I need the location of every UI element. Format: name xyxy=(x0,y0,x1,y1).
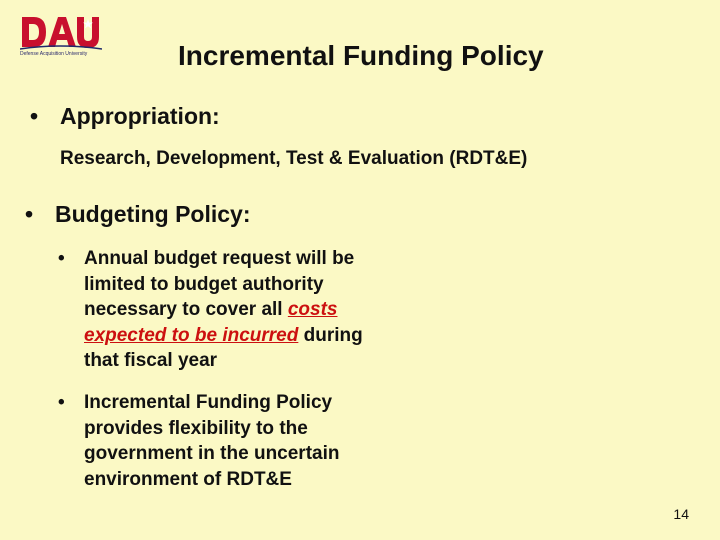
bullet-dot: • xyxy=(25,201,34,227)
sub2-line1: Incremental Funding Policy xyxy=(84,392,333,413)
highlight-costs: costs xyxy=(287,299,338,320)
sub-bullet-annual-budget xyxy=(58,246,363,374)
budgeting-policy-label: Budgeting Policy: xyxy=(55,201,251,227)
sub1-line3-text: necessary to cover all xyxy=(84,299,288,320)
appropriation-detail: Research, Development, Test & Evaluation (RDT&E) xyxy=(60,148,528,169)
page-number: 14 xyxy=(673,506,689,522)
dau-logo xyxy=(20,13,102,59)
sub2-line2: provides flexibility to the xyxy=(84,417,308,439)
appropriation-label: Appropriation: xyxy=(60,103,220,129)
sub1-line2: limited to budget authority xyxy=(84,273,324,295)
logo-subtext: Defense Acquisition University xyxy=(20,51,88,57)
sub-bullet-incremental-funding xyxy=(58,390,340,492)
bullet-appropriation xyxy=(30,103,220,130)
bullet-dot: • xyxy=(30,103,39,129)
dau-logo-mark xyxy=(20,13,102,51)
bullet-budgeting-policy xyxy=(25,201,251,228)
sub1-line5: that fiscal year xyxy=(84,350,218,371)
bullet-dot: • xyxy=(58,248,65,269)
sub1-line1: Annual budget request will be xyxy=(84,248,355,269)
sub1-line4-text: during xyxy=(298,324,363,346)
sub1-line3 xyxy=(84,297,363,323)
sub1-line4 xyxy=(84,323,363,349)
sub2-line4: environment of RDT&E xyxy=(84,468,292,490)
highlight-expected-incurred: expected to be incurred xyxy=(84,324,299,346)
slide-title: Incremental Funding Policy xyxy=(178,40,544,71)
sub2-line3: government in the uncertain xyxy=(84,443,340,464)
bullet-dot: • xyxy=(58,392,65,413)
